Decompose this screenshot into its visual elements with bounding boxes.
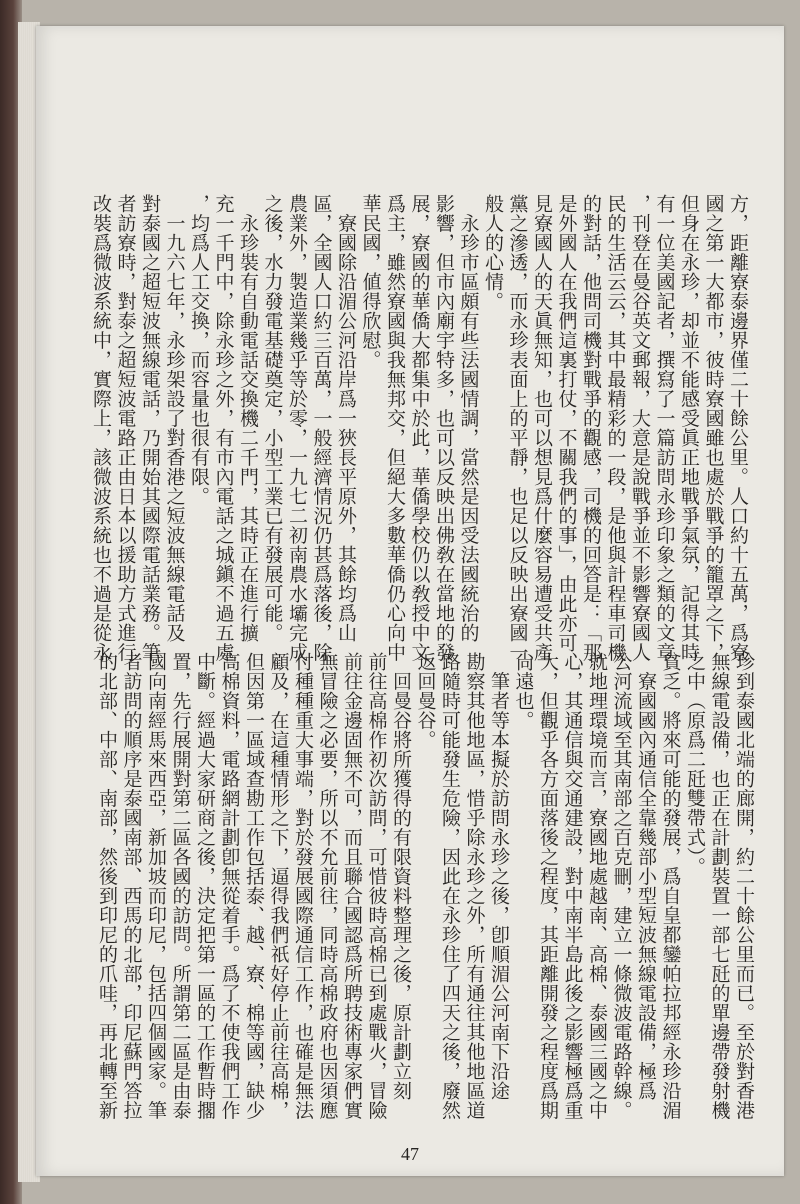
text-column: 見寮國人的天眞無知，也可以想見爲什麼容易遭受共產 [531, 194, 553, 662]
text-column: 農業外，製造業幾乎等於零，一九七二初南農水壩完成 [286, 194, 308, 662]
text-column: 永珍裝有自動電話交換機二千門，其時正在進行擴 [237, 194, 259, 643]
text-column: 展，寮國的華僑大都集中於此，華僑學校仍以敎授中文 [408, 194, 431, 662]
text-column: 華民國，値得欣慰。 [359, 194, 382, 370]
text-column: 公河流域至其南部之百克刪，建立一條微波電路幹線。 [610, 652, 633, 1120]
text-column: 方，距離寮泰邊界僅二十餘公里。人口約十五萬，爲寮 [727, 194, 749, 662]
text-column: 付種種重大事端，對於發展國際通信工作，也確是無法 [292, 652, 314, 1120]
text-column: 之後，水力發電基礎奠定，小型工業已有發展可能。 [261, 194, 284, 643]
text-column: 影響，但市內廟宇特多，也可以反映出佛敎在當地的發 [433, 194, 455, 662]
text-column: 者訪寮時，對泰之超短波電路正由日本以援助方式進行 [114, 194, 137, 662]
text-column: 對泰國之超短波無線電話，乃開始其國際電話業務。筆 [139, 194, 161, 662]
text-column: 中斷。經過大家研商之後，決定把第一區的工作暫時擱 [194, 652, 216, 1120]
text-column: 者訪問的順序是泰國南部、西馬的北部，印尼蘇門答拉 [120, 652, 143, 1120]
text-column: 黨之滲透，而永珍表面上的平靜，也足以反映出寮國一 [506, 194, 529, 662]
text-column: ，均爲人工交換，而容量也很有限。 [188, 194, 210, 506]
book-page [36, 26, 784, 1176]
text-column: 珍到泰國北端的廊開，約二十餘公里而已。至於對香港 [733, 652, 755, 1120]
text-column: 前往金邊固無不可，而且聯合國認爲所聘技術專家們實 [341, 652, 363, 1120]
text-column: 民的生活云云，其中最精彩的一段，是他與計程車司機 [604, 194, 627, 662]
text-column: 改裝爲微波系統中，實際上，該微波系統也不過是從永 [90, 194, 112, 662]
text-column: 路隨時可能發生危險，因此在永珍住了四天之後，廢然 [439, 652, 461, 1120]
text-column: 的北部、中部、南部，然後到印尼的爪哇，再北轉至新 [96, 652, 118, 1120]
text-column: 置，先行展開對第二區各國的訪問。所謂第二區是由泰 [169, 652, 192, 1120]
page-number: 47 [401, 1144, 419, 1164]
text-column: 一九六七年，永珍架設了對香港之短波無線電話及 [163, 194, 186, 643]
text-column: 有一位美國記者，撰寫了一篇訪問永珍印象之類的文章 [653, 194, 676, 662]
text-column: 但身在永珍，却並不能感受眞正地戰爭氣氛，記得其時 [678, 194, 700, 662]
text-column: 國向南經馬來西亞，新加坡而印尼，包括四個國家。筆 [145, 652, 167, 1120]
text-column: 的對話，他問司機對戰爭的觀感，司機的回答是：「那 [580, 194, 602, 662]
text-column: 充一千門中，除永珍之外，有市內電話之城鎭不過五處 [212, 194, 235, 662]
text-column: 之中（原爲二瓩雙帶式）。 [684, 652, 706, 877]
text-column: 勘察其他地區，惜乎除永珍之外，所有通往其他地區道 [463, 652, 486, 1120]
text-column: 前往高棉作初次訪問，可惜彼時高棉已到處戰火，冒險 [365, 652, 388, 1120]
text-column: 尙遠也。 [512, 652, 535, 730]
text-block-bottom [95, 652, 757, 1120]
text-column: 爲主，雖然寮國與我無邦交，但絕大多數華僑仍心向中 [384, 194, 406, 662]
text-column: 國之第一大都市，彼時寮國雖也處於戰爭的籠罩之下， [702, 194, 725, 662]
text-column: 寮國除沿湄公河沿岸爲一狹長平原外，其餘均爲山 [335, 194, 357, 643]
text-column: 返回曼谷。 [414, 652, 437, 750]
text-column: 大，但觀乎各方面落後之程度，其距離開發之程度爲期 [537, 652, 559, 1120]
text-column: 筆者等本擬於訪問永珍之後，卽順湄公河南下沿途 [488, 652, 510, 1101]
text-column: 無冒險之必要，所以不允前往，同時高棉政府也因須應 [316, 652, 339, 1120]
text-column: 永珍市區頗有些法國情調，當然是因受法國統治的 [457, 194, 480, 643]
text-column: 寮國國內通信全靠幾部小型短波無線電設備，極爲 [635, 652, 657, 1101]
text-column: 區，全國人口約三百萬，一般經濟情況仍甚爲落後，除 [310, 194, 333, 662]
text-column: 無線電設備，也正在計劃裝置一部七瓩的單邊帶發射機 [708, 652, 731, 1120]
text-column: ，刊登在曼谷英文郵報，大意是說戰爭並不影響寮國人 [629, 194, 651, 662]
text-column: 般人的心情。 [482, 194, 504, 311]
text-column: 高棉資料，電路網計劃卽無從着手。爲了不使我們工作 [218, 652, 241, 1120]
text-column: 是外國人在我們這裏打仗，不關我們的事」，由此亦可 [555, 194, 578, 653]
text-column: 顧及，在這種情形之下，逼得我們祇好停止前往高棉， [267, 652, 290, 1120]
text-column: 回曼谷將所獲得的有限資料整理之後，原計劃立刻 [390, 652, 412, 1101]
text-column: 心，其通信與交通建設，對中南半島此後之影響極爲重 [561, 652, 584, 1120]
text-column: 就地理環境而言，寮國地處越南、高棉、泰國三國之中 [586, 652, 608, 1120]
text-column: 貧乏。將來可能的發展，爲自皇都鑾帕拉邦經永珍沿湄 [659, 652, 682, 1120]
text-column: 但因第一區域查勘工作包括泰、越、寮、棉等國，缺少 [243, 652, 265, 1120]
text-block-top [89, 194, 751, 662]
